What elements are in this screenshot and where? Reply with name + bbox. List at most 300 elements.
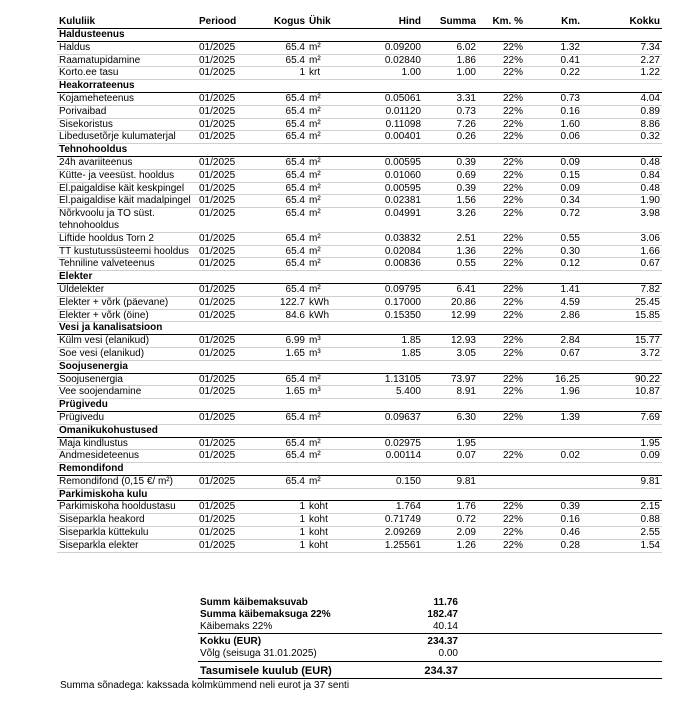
col-kokku: Kokku xyxy=(582,14,662,29)
row-price: 1.85 xyxy=(347,335,423,348)
row-name: Sisekoristus xyxy=(57,118,197,131)
row-qty: 65.4 xyxy=(257,54,307,67)
row-vat xyxy=(525,437,582,450)
row-unit: koht xyxy=(307,539,347,552)
row-sum: 1.86 xyxy=(423,54,478,67)
table-header xyxy=(57,14,662,29)
row-vat: 16.25 xyxy=(525,373,582,386)
row-vat: 1.96 xyxy=(525,386,582,399)
row-sum: 12.99 xyxy=(423,309,478,322)
row-price: 0.09637 xyxy=(347,411,423,424)
row-vat-pct: 22% xyxy=(478,514,525,527)
row-sum: 2.09 xyxy=(423,527,478,540)
row-total: 3.98 xyxy=(582,208,662,233)
row-name: Siseparkla küttekulu xyxy=(57,527,197,540)
section-title: Omanikukohustused xyxy=(57,424,662,437)
row-unit: kWh xyxy=(307,309,347,322)
row-vat: 0.55 xyxy=(525,232,582,245)
payable-label: Tasumisele kuulub (EUR) xyxy=(200,665,332,677)
row-qty: 65.4 xyxy=(257,245,307,258)
row-qty: 122.7 xyxy=(257,296,307,309)
row-vat-pct: 22% xyxy=(478,386,525,399)
row-unit: m³ xyxy=(307,386,347,399)
row-unit: m² xyxy=(307,411,347,424)
row-name: Soe vesi (elanikud) xyxy=(57,347,197,360)
table-row xyxy=(57,54,662,67)
row-unit: m² xyxy=(307,156,347,169)
row-total: 1.66 xyxy=(582,245,662,258)
row-sum: 3.31 xyxy=(423,92,478,105)
row-total: 10.87 xyxy=(582,386,662,399)
row-price: 0.11098 xyxy=(347,118,423,131)
table-row xyxy=(57,195,662,208)
row-vat: 0.67 xyxy=(525,347,582,360)
row-price: 0.00836 xyxy=(347,258,423,271)
row-total: 2.15 xyxy=(582,501,662,514)
row-sum: 0.69 xyxy=(423,169,478,182)
row-unit: m² xyxy=(307,437,347,450)
row-period: 01/2025 xyxy=(197,54,257,67)
row-period: 01/2025 xyxy=(197,118,257,131)
row-vat-pct xyxy=(478,475,525,488)
row-price: 1.85 xyxy=(347,347,423,360)
row-name: Porivaibad xyxy=(57,105,197,118)
row-name: Soojusenergia xyxy=(57,373,197,386)
col-periood: Periood xyxy=(197,14,257,29)
row-period: 01/2025 xyxy=(197,92,257,105)
row-sum: 12.93 xyxy=(423,335,478,348)
row-total: 25.45 xyxy=(582,296,662,309)
row-sum: 3.26 xyxy=(423,208,478,233)
row-vat-pct: 22% xyxy=(478,118,525,131)
row-vat: 0.09 xyxy=(525,156,582,169)
row-sum: 9.81 xyxy=(423,475,478,488)
row-vat-pct: 22% xyxy=(478,411,525,424)
section-title: Elekter xyxy=(57,271,662,284)
row-vat-pct: 22% xyxy=(478,258,525,271)
row-sum: 73.97 xyxy=(423,373,478,386)
row-unit: kWh xyxy=(307,296,347,309)
row-period: 01/2025 xyxy=(197,373,257,386)
row-qty: 1.65 xyxy=(257,386,307,399)
row-unit: m² xyxy=(307,208,347,233)
row-vat-pct: 22% xyxy=(478,169,525,182)
row-unit: koht xyxy=(307,501,347,514)
row-sum: 8.91 xyxy=(423,386,478,399)
divider xyxy=(198,633,662,634)
row-vat: 0.16 xyxy=(525,105,582,118)
table-row xyxy=(57,335,662,348)
vat-label: Käibemaks 22% xyxy=(200,621,273,632)
row-total: 1.90 xyxy=(582,195,662,208)
row-vat-pct: 22% xyxy=(478,41,525,54)
row-qty: 6.99 xyxy=(257,335,307,348)
row-period: 01/2025 xyxy=(197,208,257,233)
row-price: 0.03832 xyxy=(347,232,423,245)
row-vat-pct: 22% xyxy=(478,54,525,67)
vat-sum-value: 182.47 xyxy=(427,609,458,620)
row-qty: 65.4 xyxy=(257,475,307,488)
section-title: Haldusteenus xyxy=(57,29,662,42)
row-price: 1.00 xyxy=(347,67,423,80)
row-name: Liftide hooldus Torn 2 xyxy=(57,232,197,245)
row-vat-pct: 22% xyxy=(478,501,525,514)
row-period: 01/2025 xyxy=(197,296,257,309)
row-price: 1.25561 xyxy=(347,539,423,552)
row-name: Haldus xyxy=(57,41,197,54)
section-header xyxy=(57,80,662,93)
row-period: 01/2025 xyxy=(197,67,257,80)
row-vat: 1.60 xyxy=(525,118,582,131)
row-period: 01/2025 xyxy=(197,475,257,488)
row-qty: 65.4 xyxy=(257,258,307,271)
row-price: 0.01060 xyxy=(347,169,423,182)
row-name: Kütte- ja veesüst. hooldus xyxy=(57,169,197,182)
table-row xyxy=(57,92,662,105)
col-kululiik: Kululiik xyxy=(57,14,197,29)
table-row xyxy=(57,105,662,118)
row-sum: 0.55 xyxy=(423,258,478,271)
table-row xyxy=(57,514,662,527)
row-qty: 65.4 xyxy=(257,118,307,131)
row-price: 0.02084 xyxy=(347,245,423,258)
row-period: 01/2025 xyxy=(197,501,257,514)
section-header xyxy=(57,322,662,335)
row-total: 1.22 xyxy=(582,67,662,80)
row-vat-pct: 22% xyxy=(478,67,525,80)
row-total: 3.72 xyxy=(582,347,662,360)
row-total: 0.88 xyxy=(582,514,662,527)
row-vat: 0.41 xyxy=(525,54,582,67)
row-name: Nõrkvoolu ja TO süst. tehnohooldus xyxy=(57,208,197,233)
row-vat: 0.02 xyxy=(525,450,582,463)
table-row xyxy=(57,131,662,144)
row-vat-pct: 22% xyxy=(478,283,525,296)
row-name: Prügivedu xyxy=(57,411,197,424)
row-qty: 65.4 xyxy=(257,195,307,208)
row-period: 01/2025 xyxy=(197,245,257,258)
row-vat: 0.09 xyxy=(525,182,582,195)
table-row xyxy=(57,232,662,245)
row-unit: koht xyxy=(307,514,347,527)
row-unit: m² xyxy=(307,105,347,118)
row-vat: 1.39 xyxy=(525,411,582,424)
row-price: 0.150 xyxy=(347,475,423,488)
table-row xyxy=(57,296,662,309)
row-unit: m² xyxy=(307,258,347,271)
row-unit: m³ xyxy=(307,335,347,348)
row-unit: m² xyxy=(307,195,347,208)
row-sum: 6.30 xyxy=(423,411,478,424)
row-vat: 0.72 xyxy=(525,208,582,233)
row-sum: 7.26 xyxy=(423,118,478,131)
row-name: Korto.ee tasu xyxy=(57,67,197,80)
row-total: 1.95 xyxy=(582,437,662,450)
table-row xyxy=(57,347,662,360)
section-header xyxy=(57,271,662,284)
row-price: 0.01120 xyxy=(347,105,423,118)
row-vat: 0.22 xyxy=(525,67,582,80)
row-sum: 1.36 xyxy=(423,245,478,258)
row-price: 0.00401 xyxy=(347,131,423,144)
row-vat-pct: 22% xyxy=(478,156,525,169)
row-price: 2.09269 xyxy=(347,527,423,540)
row-name: TT kustutussüsteemi hooldus xyxy=(57,245,197,258)
row-vat-pct: 22% xyxy=(478,347,525,360)
row-price: 1.764 xyxy=(347,501,423,514)
row-vat-pct: 22% xyxy=(478,373,525,386)
row-sum: 1.76 xyxy=(423,501,478,514)
row-qty: 1.65 xyxy=(257,347,307,360)
row-period: 01/2025 xyxy=(197,309,257,322)
row-name: Siseparkla heakord xyxy=(57,514,197,527)
vat-value: 40.14 xyxy=(432,621,458,632)
row-total: 4.04 xyxy=(582,92,662,105)
row-vat-pct: 22% xyxy=(478,105,525,118)
row-unit: m² xyxy=(307,245,347,258)
table-row xyxy=(57,437,662,450)
row-period: 01/2025 xyxy=(197,411,257,424)
row-period: 01/2025 xyxy=(197,131,257,144)
row-name: 24h avariiteenus xyxy=(57,156,197,169)
row-vat: 0.46 xyxy=(525,527,582,540)
vat-sum-label: Summa käibemaksuga 22% xyxy=(200,609,331,620)
row-name: Elekter + võrk (päevane) xyxy=(57,296,197,309)
row-vat: 2.84 xyxy=(525,335,582,348)
row-sum: 6.41 xyxy=(423,283,478,296)
row-sum: 2.51 xyxy=(423,232,478,245)
table-row xyxy=(57,501,662,514)
row-sum: 0.72 xyxy=(423,514,478,527)
row-qty: 65.4 xyxy=(257,411,307,424)
row-total: 2.55 xyxy=(582,527,662,540)
table-row xyxy=(57,258,662,271)
row-total: 3.06 xyxy=(582,232,662,245)
section-title: Prügivedu xyxy=(57,399,662,412)
total-value: 234.37 xyxy=(427,636,458,647)
row-vat-pct xyxy=(478,437,525,450)
row-vat-pct: 22% xyxy=(478,450,525,463)
row-vat: 0.73 xyxy=(525,92,582,105)
row-qty: 65.4 xyxy=(257,232,307,245)
row-vat: 0.12 xyxy=(525,258,582,271)
vat-free-value: 11.76 xyxy=(433,597,458,608)
table-row xyxy=(57,539,662,552)
table-row xyxy=(57,41,662,54)
row-total: 15.77 xyxy=(582,335,662,348)
row-unit: m² xyxy=(307,373,347,386)
row-sum: 1.00 xyxy=(423,67,478,80)
row-price: 0.09795 xyxy=(347,283,423,296)
row-unit: m² xyxy=(307,92,347,105)
table-row xyxy=(57,156,662,169)
row-period: 01/2025 xyxy=(197,169,257,182)
table-row xyxy=(57,450,662,463)
row-qty: 65.4 xyxy=(257,131,307,144)
row-period: 01/2025 xyxy=(197,437,257,450)
col-hind: Hind xyxy=(347,14,423,29)
cost-table xyxy=(57,14,662,553)
row-price: 0.02975 xyxy=(347,437,423,450)
row-period: 01/2025 xyxy=(197,527,257,540)
row-vat: 0.34 xyxy=(525,195,582,208)
table-row xyxy=(57,208,662,233)
row-total: 7.82 xyxy=(582,283,662,296)
row-total: 0.84 xyxy=(582,169,662,182)
row-unit: m² xyxy=(307,232,347,245)
row-vat: 0.28 xyxy=(525,539,582,552)
row-price: 0.02840 xyxy=(347,54,423,67)
table-body xyxy=(57,29,662,553)
payable-value: 234.37 xyxy=(424,665,458,677)
row-sum: 20.86 xyxy=(423,296,478,309)
debt-label: Võlg (seisuga 31.01.2025) xyxy=(200,648,317,659)
row-total: 0.48 xyxy=(582,156,662,169)
row-period: 01/2025 xyxy=(197,232,257,245)
table-row xyxy=(57,118,662,131)
row-name: Siseparkla elekter xyxy=(57,539,197,552)
row-period: 01/2025 xyxy=(197,450,257,463)
row-vat: 4.59 xyxy=(525,296,582,309)
row-total: 0.09 xyxy=(582,450,662,463)
row-sum: 1.26 xyxy=(423,539,478,552)
row-unit: m² xyxy=(307,475,347,488)
row-price: 0.15350 xyxy=(347,309,423,322)
row-vat: 0.30 xyxy=(525,245,582,258)
row-qty: 65.4 xyxy=(257,182,307,195)
row-name: Andmesideteenus xyxy=(57,450,197,463)
section-title: Remondifond xyxy=(57,463,662,476)
section-title: Tehnohooldus xyxy=(57,144,662,157)
row-vat: 0.39 xyxy=(525,501,582,514)
row-unit: m² xyxy=(307,450,347,463)
row-price: 0.09200 xyxy=(347,41,423,54)
row-name: Üldelekter xyxy=(57,283,197,296)
amount-in-words: Summa sõnadega: kakssada kolmkümmend neli eurot ja 37 senti xyxy=(60,680,350,691)
invoice-document xyxy=(57,14,662,553)
row-total: 0.48 xyxy=(582,182,662,195)
row-period: 01/2025 xyxy=(197,386,257,399)
row-vat-pct: 22% xyxy=(478,182,525,195)
row-qty: 1 xyxy=(257,539,307,552)
row-qty: 65.4 xyxy=(257,283,307,296)
row-unit: m² xyxy=(307,118,347,131)
row-sum: 0.26 xyxy=(423,131,478,144)
col-km: Km. xyxy=(525,14,582,29)
row-vat-pct: 22% xyxy=(478,232,525,245)
row-vat-pct: 22% xyxy=(478,131,525,144)
section-header xyxy=(57,360,662,373)
row-total: 0.67 xyxy=(582,258,662,271)
row-sum: 1.56 xyxy=(423,195,478,208)
row-sum: 1.95 xyxy=(423,437,478,450)
row-vat: 0.15 xyxy=(525,169,582,182)
row-sum: 0.73 xyxy=(423,105,478,118)
row-vat: 2.86 xyxy=(525,309,582,322)
row-total: 7.69 xyxy=(582,411,662,424)
section-header xyxy=(57,399,662,412)
row-total: 1.54 xyxy=(582,539,662,552)
table-row xyxy=(57,182,662,195)
table-row xyxy=(57,475,662,488)
vat-free-label: Summ käibemaksuvab xyxy=(200,597,308,608)
row-name: Parkimiskoha hooldustasu xyxy=(57,501,197,514)
row-name: Maja kindlustus xyxy=(57,437,197,450)
row-price: 0.02381 xyxy=(347,195,423,208)
row-sum: 6.02 xyxy=(423,41,478,54)
row-vat-pct: 22% xyxy=(478,309,525,322)
row-qty: 65.4 xyxy=(257,105,307,118)
row-total: 0.89 xyxy=(582,105,662,118)
row-name: El.paigaldise käit madalpingel xyxy=(57,195,197,208)
divider xyxy=(198,661,662,662)
row-period: 01/2025 xyxy=(197,195,257,208)
table-row xyxy=(57,386,662,399)
row-unit: m² xyxy=(307,283,347,296)
row-unit: m³ xyxy=(307,347,347,360)
section-header xyxy=(57,488,662,501)
section-header xyxy=(57,29,662,42)
col-kogus: Kogus xyxy=(257,14,307,29)
row-total: 0.32 xyxy=(582,131,662,144)
row-vat: 1.32 xyxy=(525,41,582,54)
row-name: Külm vesi (elanikud) xyxy=(57,335,197,348)
row-qty: 65.4 xyxy=(257,437,307,450)
row-sum: 0.39 xyxy=(423,156,478,169)
section-header xyxy=(57,424,662,437)
row-vat-pct: 22% xyxy=(478,539,525,552)
row-price: 0.00595 xyxy=(347,182,423,195)
section-title: Heakorrateenus xyxy=(57,80,662,93)
row-unit: m² xyxy=(307,169,347,182)
row-qty: 1 xyxy=(257,67,307,80)
row-qty: 65.4 xyxy=(257,208,307,233)
table-row xyxy=(57,283,662,296)
row-unit: krt xyxy=(307,67,347,80)
row-name: Remondifond (0,15 €/ m²) xyxy=(57,475,197,488)
col-uhik: Ühik xyxy=(307,14,347,29)
row-qty: 65.4 xyxy=(257,156,307,169)
row-vat-pct: 22% xyxy=(478,195,525,208)
row-name: Vee soojendamine xyxy=(57,386,197,399)
row-qty: 1 xyxy=(257,527,307,540)
section-header xyxy=(57,144,662,157)
row-unit: m² xyxy=(307,182,347,195)
row-price: 0.00595 xyxy=(347,156,423,169)
row-period: 01/2025 xyxy=(197,514,257,527)
row-unit: koht xyxy=(307,527,347,540)
table-row xyxy=(57,67,662,80)
row-qty: 65.4 xyxy=(257,169,307,182)
row-name: El.paigaldise käit keskpingel xyxy=(57,182,197,195)
row-price: 0.71749 xyxy=(347,514,423,527)
row-period: 01/2025 xyxy=(197,539,257,552)
row-price: 5.400 xyxy=(347,386,423,399)
row-total: 15.85 xyxy=(582,309,662,322)
debt-value: 0.00 xyxy=(438,648,458,659)
divider xyxy=(198,678,662,679)
table-row xyxy=(57,169,662,182)
table-row xyxy=(57,245,662,258)
row-vat-pct: 22% xyxy=(478,335,525,348)
row-qty: 65.4 xyxy=(257,373,307,386)
row-period: 01/2025 xyxy=(197,335,257,348)
row-vat xyxy=(525,475,582,488)
row-name: Elekter + võrk (öine) xyxy=(57,309,197,322)
row-vat-pct: 22% xyxy=(478,527,525,540)
row-vat-pct: 22% xyxy=(478,92,525,105)
row-name: Raamatupidamine xyxy=(57,54,197,67)
